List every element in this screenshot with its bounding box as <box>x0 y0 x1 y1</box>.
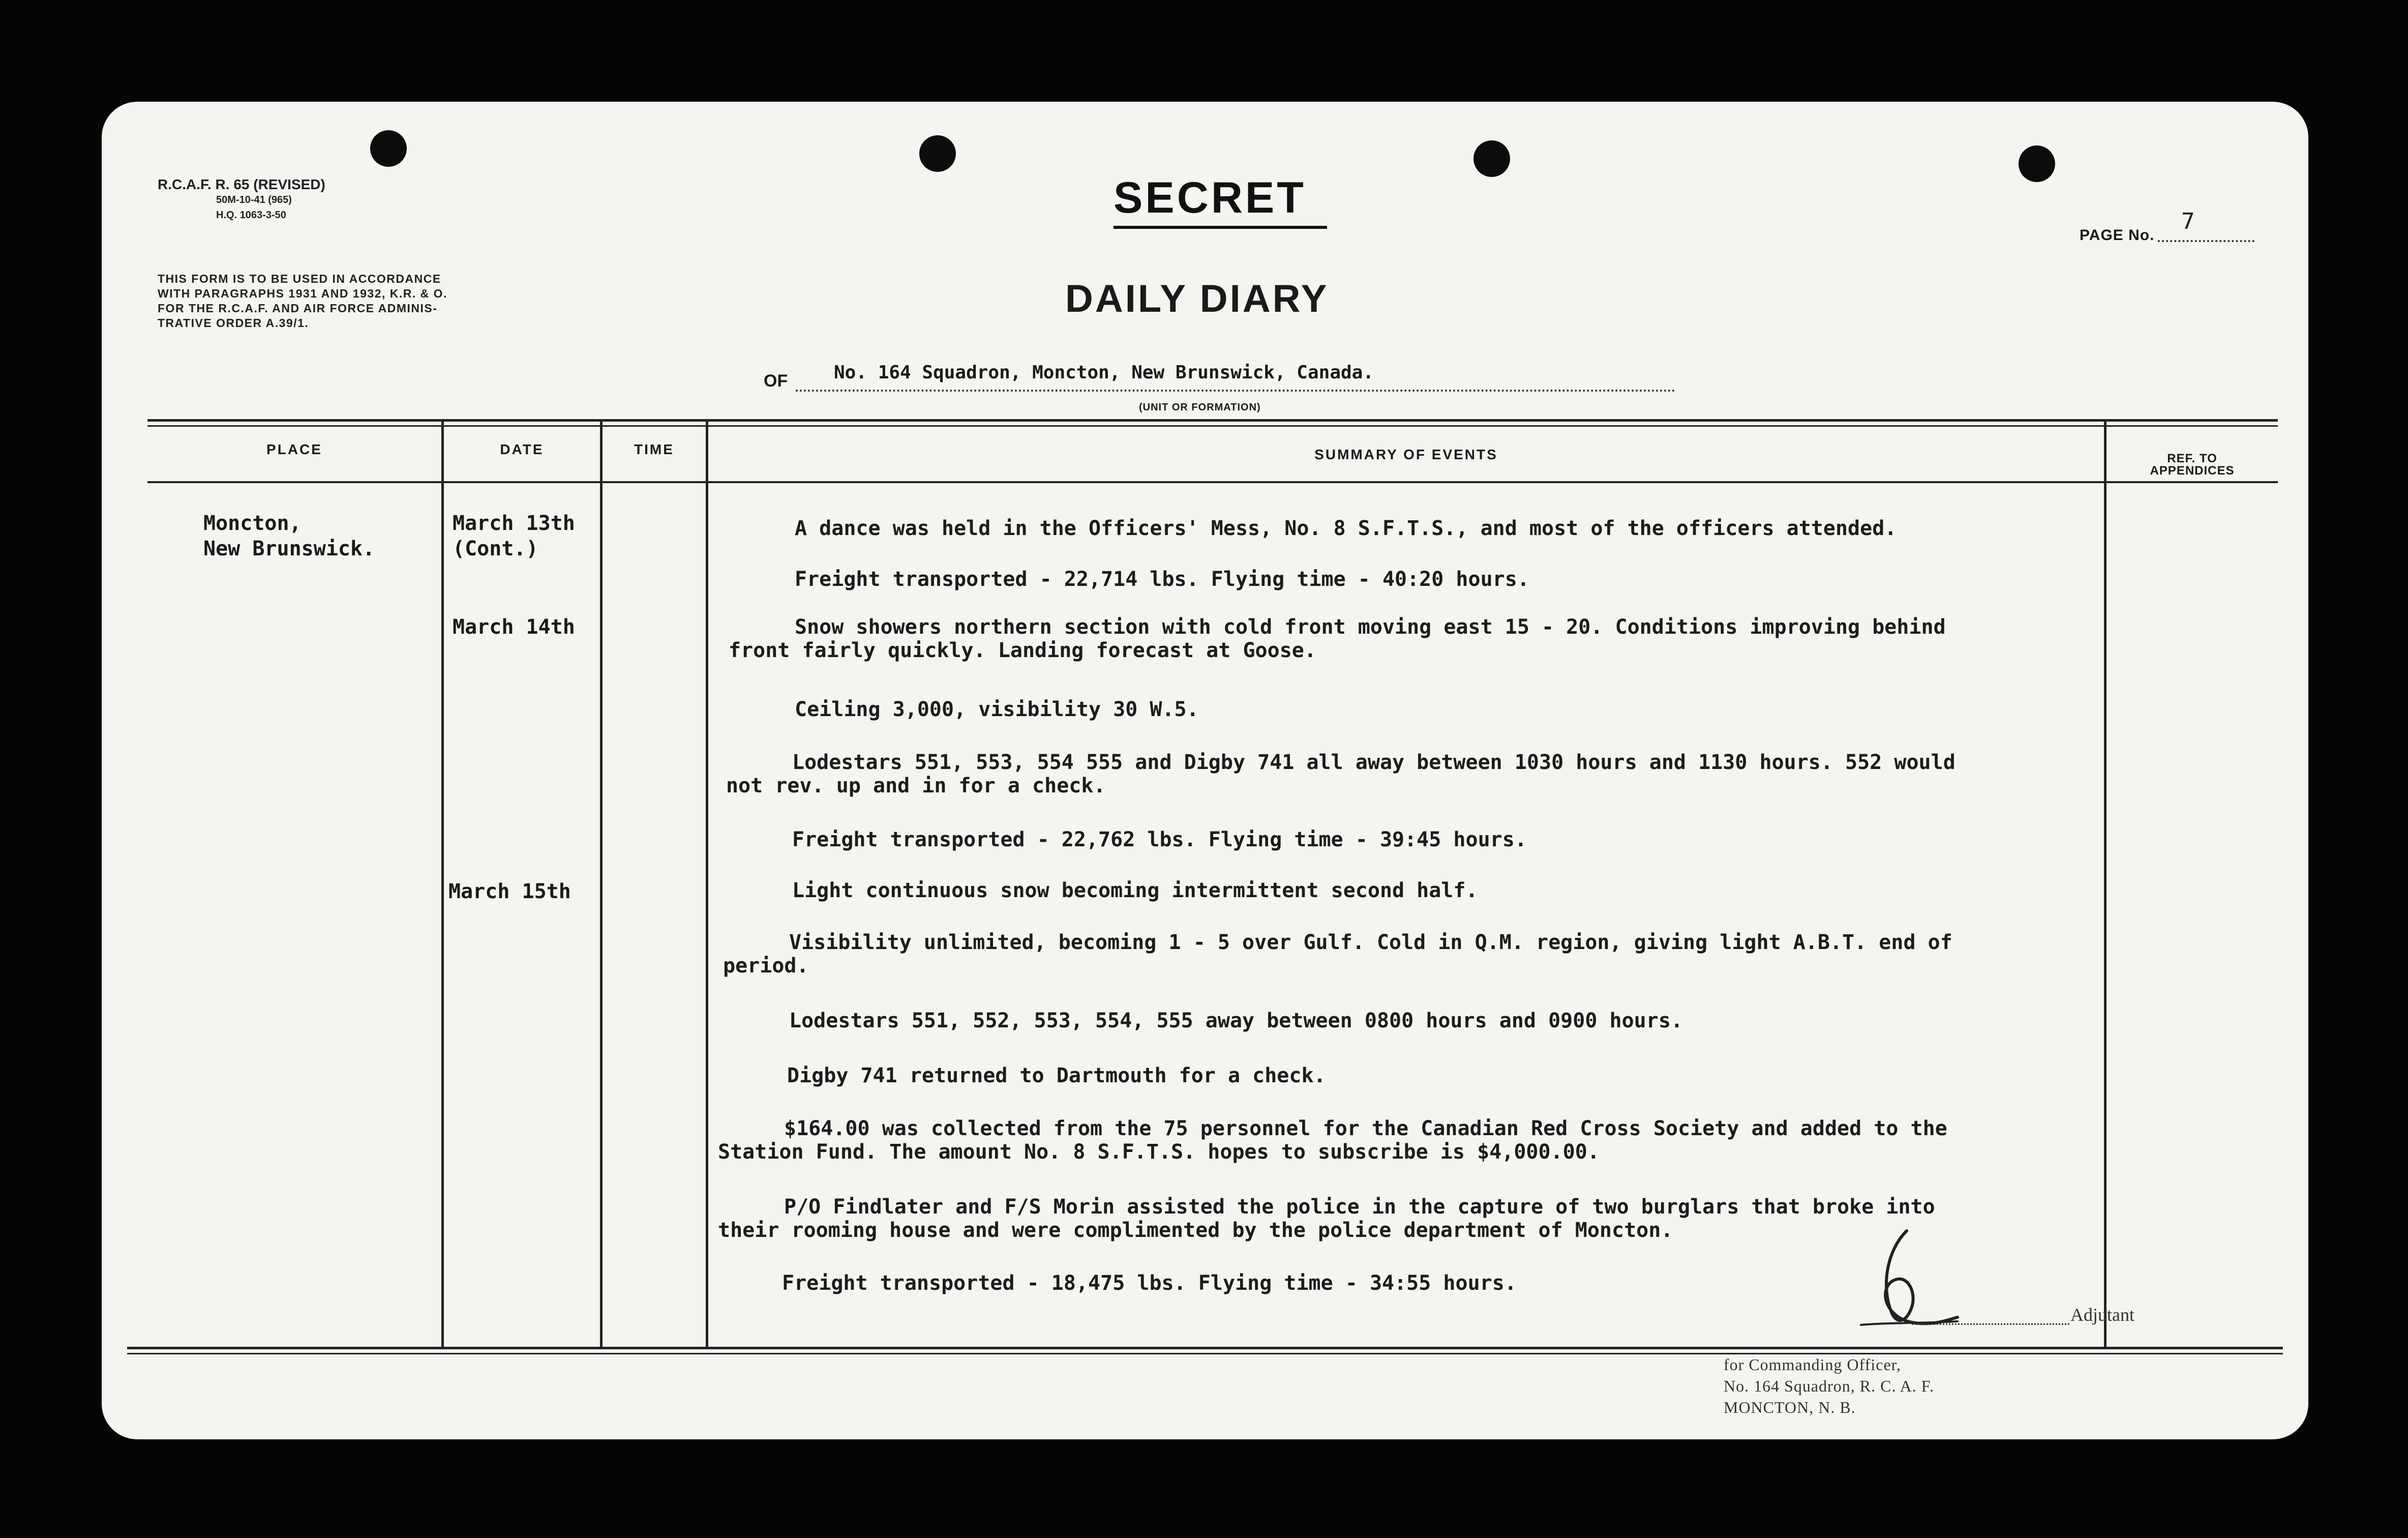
summary-entry-1-line-1: A dance was held in the Officers' Mess, No. 8 S.F.T.S., and most of the officers attended. <box>795 517 1897 540</box>
unit-name: No. 164 Squadron, Moncton, New Brunswick, Canada. <box>834 362 1374 383</box>
summary-entry-6-line-1: Freight transported - 22,762 lbs. Flying time - 39:45 hours. <box>792 828 1527 851</box>
adjutant-label: Adjutant <box>2070 1305 2134 1325</box>
date-march-15: March 15th <box>448 880 571 903</box>
date-march-13 <box>453 511 575 561</box>
column-header-place: PLACE <box>266 441 322 457</box>
table-top-rule-inner <box>147 425 2278 427</box>
usage-note-line-4: TRATIVE ORDER A.39/1. <box>158 316 309 330</box>
binder-hole-1 <box>370 130 407 167</box>
summary-entry-3-line-1: Snow showers northern section with cold front moving east 15 - 20. Conditions improving behind <box>795 615 1946 639</box>
form-identifier <box>158 177 325 223</box>
unit-line <box>796 390 1675 392</box>
classification-underline <box>1113 226 1327 229</box>
summary-entry-10 <box>721 1064 2058 1087</box>
summary-entry-3-line-2: front fairly quickly. Landing forecast at Goose. <box>729 639 1316 662</box>
form-id-line-3: H.Q. 1063-3-50 <box>216 210 286 221</box>
date-march-14: March 14th <box>453 615 575 639</box>
summary-entry-5 <box>726 751 2063 797</box>
ref-header-line-1: REF. TO <box>2167 452 2217 465</box>
summary-entry-6 <box>726 828 2063 851</box>
summary-entry-11 <box>718 1117 2055 1164</box>
summary-entry-1 <box>729 517 2066 540</box>
usage-note-line-3: FOR THE R.C.A.F. AND AIR FORCE ADMINIS- <box>158 302 438 315</box>
summary-entry-7-line-1: Light continuous snow becoming intermittent second half. <box>792 879 1478 902</box>
table-bottom-rule <box>127 1347 2283 1349</box>
summary-entry-3 <box>729 615 2066 662</box>
unit-caption: (UNIT OR FORMATION) <box>1139 402 1261 413</box>
col-divider-place <box>441 421 444 1349</box>
place-cell <box>203 511 375 561</box>
usage-note-line-2: WITH PARAGRAPHS 1931 AND 1932, K.R. & O. <box>158 287 447 300</box>
column-header-summary: SUMMARY OF EVENTS <box>1314 447 1498 462</box>
page-number-line <box>2158 240 2254 242</box>
summary-entry-4 <box>729 698 2066 721</box>
document-title: DAILY DIARY <box>1065 277 1329 320</box>
stamp-line-1: for Commanding Officer, <box>1724 1355 1902 1374</box>
binder-hole-4 <box>2019 145 2055 182</box>
date-march-13-line-2: (Cont.) <box>453 537 538 560</box>
column-header-date: DATE <box>500 441 544 457</box>
summary-entry-8 <box>723 931 2060 978</box>
summary-entry-12-line-1: P/O Findlater and F/S Morin assisted the police in the capture of two burglars that broke into <box>784 1195 1935 1219</box>
summary-entry-9 <box>723 1009 2060 1032</box>
summary-entry-11-line-2: Station Fund. The amount No. 8 S.F.T.S. hopes to subscribe is $4,000.00. <box>718 1140 1600 1164</box>
stamp-line-3: MONCTON, N. B. <box>1724 1398 1856 1416</box>
date-march-13-line-1: March 13th <box>453 512 575 535</box>
col-divider-time <box>706 421 708 1349</box>
summary-entry-13-line-1: Freight transported - 18,475 lbs. Flying time - 34:55 hours. <box>782 1271 1517 1295</box>
summary-entry-4-line-1: Ceiling 3,000, visibility 30 W.5. <box>795 698 1199 721</box>
form-id-line-1: R.C.A.F. R. 65 (REVISED) <box>158 176 325 192</box>
binder-hole-3 <box>1473 140 1510 177</box>
summary-entry-2 <box>729 568 2066 591</box>
column-header-ref <box>2106 453 2278 477</box>
form-id-line-2: 50M-10-41 (965) <box>216 194 292 205</box>
commanding-officer-stamp <box>1724 1354 1934 1418</box>
ref-header-line-2: APPENDICES <box>2150 464 2235 478</box>
summary-entry-5-line-2: not rev. up and in for a check. <box>726 774 1106 797</box>
summary-entry-5-line-1: Lodestars 551, 553, 554 555 and Digby 741 all away between 1030 hours and 1130 hours. 552 would <box>792 751 1955 774</box>
col-divider-date <box>600 421 603 1349</box>
place-line-2: New Brunswick. <box>203 537 375 560</box>
summary-entry-8-line-2: period. <box>723 954 809 978</box>
signature-line <box>1912 1323 2069 1325</box>
summary-entry-2-line-1: Freight transported - 22,714 lbs. Flying time - 40:20 hours. <box>795 568 1529 591</box>
table-bottom-rule-inner <box>127 1353 2283 1354</box>
col-divider-summary <box>2104 421 2106 1349</box>
place-line-1: Moncton, <box>203 512 302 535</box>
page-label: PAGE No. <box>2080 227 2155 244</box>
column-header-time: TIME <box>634 441 674 457</box>
usage-note <box>158 272 447 331</box>
page-number: 7 <box>2181 209 2195 234</box>
of-label: OF <box>764 371 788 391</box>
summary-entry-7 <box>726 879 2063 902</box>
usage-note-line-1: THIS FORM IS TO BE USED IN ACCORDANCE <box>158 272 441 285</box>
table-top-rule <box>147 419 2278 422</box>
diary-sheet <box>102 102 2308 1439</box>
summary-entry-9-line-1: Lodestars 551, 552, 553, 554, 555 away between 0800 hours and 0900 hours. <box>789 1009 1683 1032</box>
header-bottom-rule <box>147 481 2278 483</box>
summary-entry-11-line-1: $164.00 was collected from the 75 personnel for the Canadian Red Cross Society and added to the <box>784 1117 1947 1140</box>
summary-entry-10-line-1: Digby 741 returned to Dartmouth for a check. <box>787 1064 1326 1087</box>
summary-entry-12-line-2: their rooming house and were complimented by the police department of Moncton. <box>718 1219 1673 1242</box>
binder-hole-2 <box>919 135 956 172</box>
classification-heading: SECRET <box>1113 173 1306 222</box>
summary-entry-8-line-1: Visibility unlimited, becoming 1 - 5 over Gulf. Cold in Q.M. region, giving light A.B.T. end of <box>789 931 1952 954</box>
stamp-line-2: No. 164 Squadron, R. C. A. F. <box>1724 1377 1935 1395</box>
